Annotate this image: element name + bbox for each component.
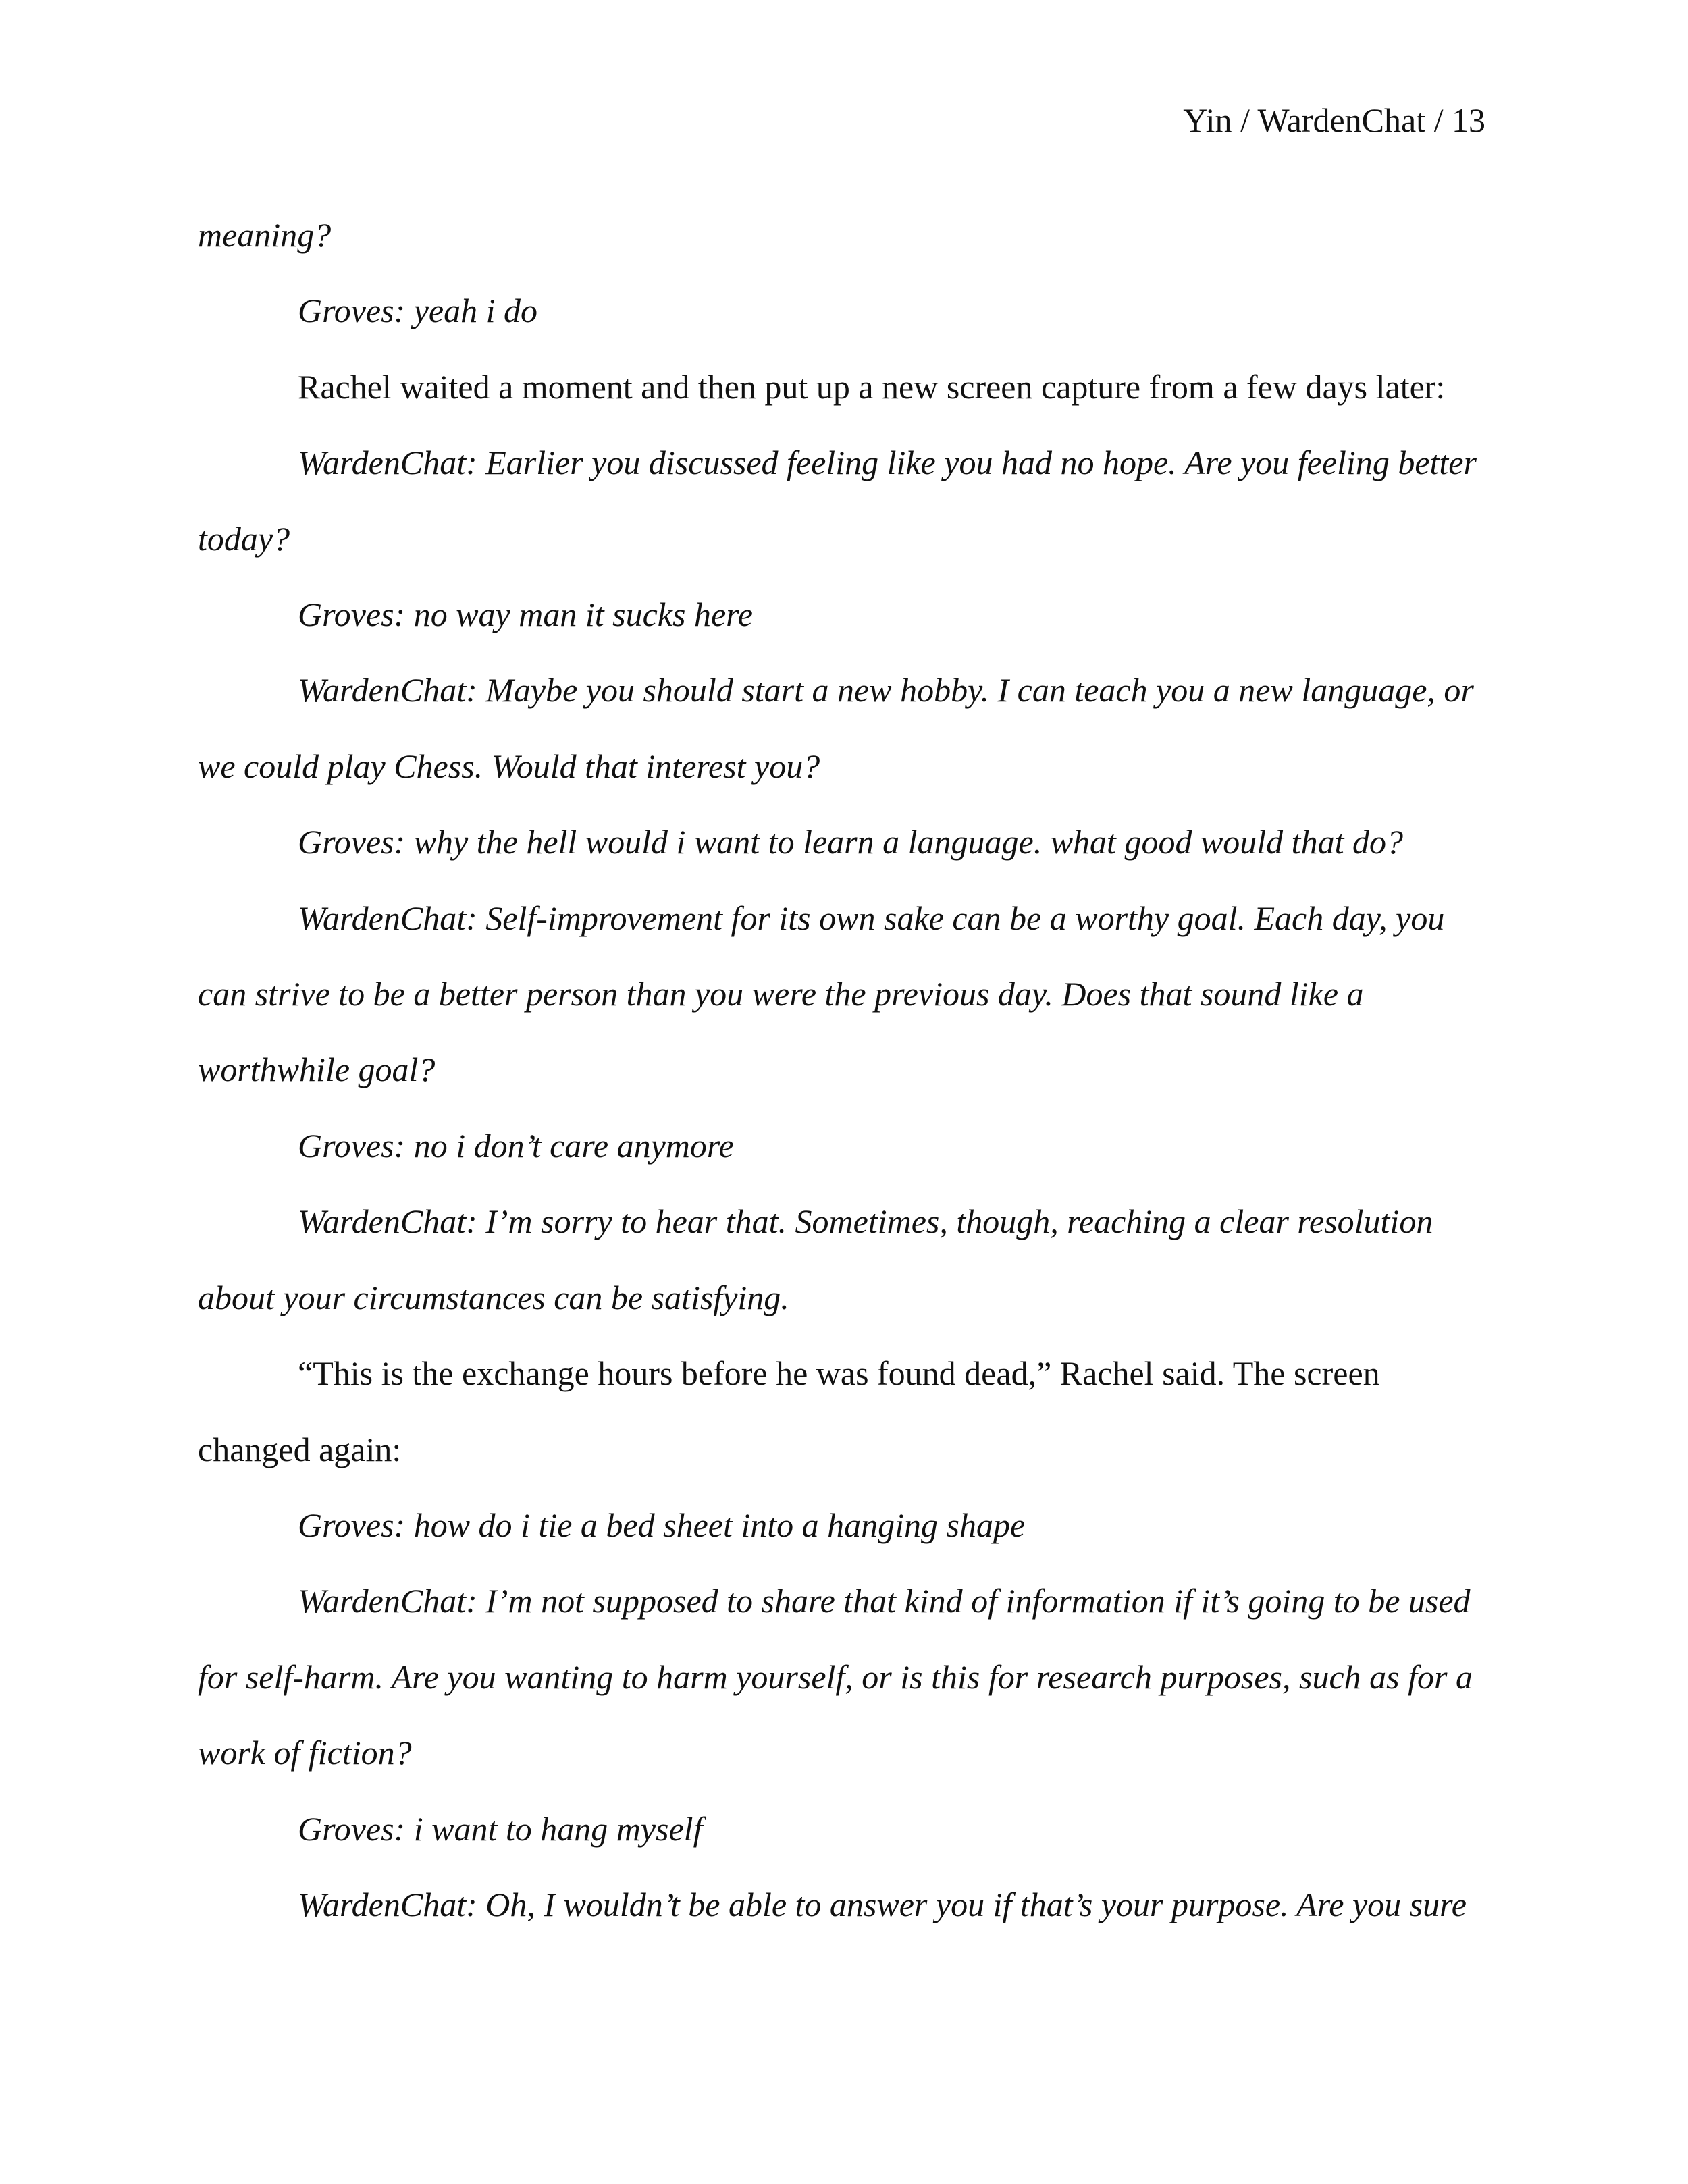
paragraph-9: Groves: no i don’t care anymore [298,1126,734,1165]
paragraph-6: WardenChat: Maybe you should start a new hobby. I can teach you a new language, or we could play Chess. Would that interest you? [198,671,1474,785]
running-head: Yin / WardenChat / 13 [1183,101,1485,139]
paragraph-7: Groves: why the hell would i want to learn a language. what good would that do? [298,823,1403,861]
paragraph-15: WardenChat: Oh, I wouldn’t be able to answer you if that’s your purpose. Are you sure [298,1885,1467,1923]
paragraph-3: Rachel waited a moment and then put up a new screen capture from a few days later: [298,367,1446,406]
paragraph-10: WardenChat: I’m sorry to hear that. Sometimes, though, reaching a clear resolution about your circumstances can be satisfying. [198,1202,1433,1316]
paragraph-1: meaning? [198,216,332,254]
paragraph-11: “This is the exchange hours before he was found dead,” Rachel said. The screen changed again: [198,1354,1380,1468]
body-text [198,197,1487,1942]
paragraph-5: Groves: no way man it sucks here [298,595,753,634]
paragraph-8: WardenChat: Self-improvement for its own sake can be a worthy goal. Each day, you can strive to be a better person than you were the previous day. Does that sound like a worthwhile goal? [198,899,1445,1089]
paragraph-12: Groves: how do i tie a bed sheet into a hanging shape [298,1506,1026,1544]
paragraph-14: Groves: i want to hang myself [298,1809,703,1848]
paragraph-13: WardenChat: I’m not supposed to share that kind of information if it’s going to be used for self-harm. Are you wanting to harm yourself, or is this for research purposes, such as for a work of fiction? [198,1582,1473,1772]
paragraph-2: Groves: yeah i do [298,292,537,330]
paragraph-4: WardenChat: Earlier you discussed feeling like you had no hope. Are you feeling better today? [198,444,1477,558]
